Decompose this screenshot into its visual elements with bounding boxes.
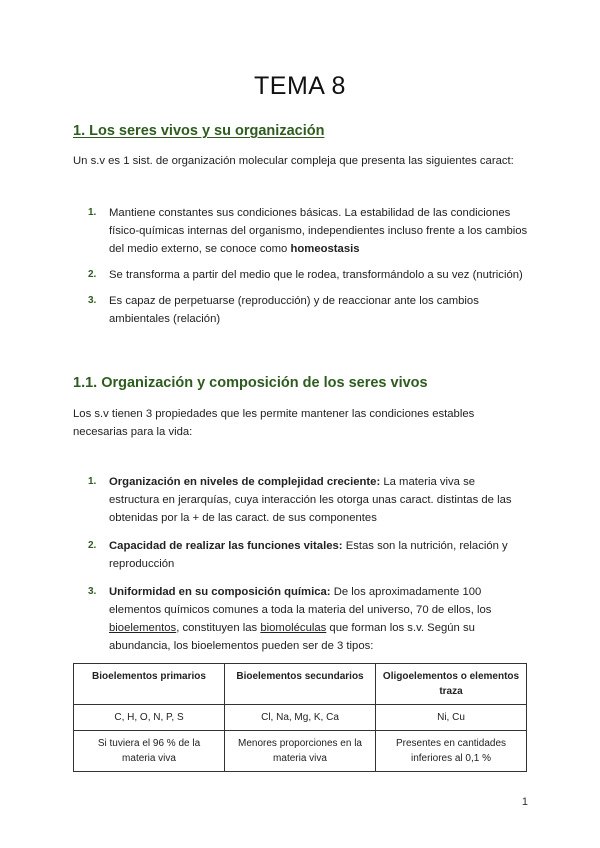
- table-cell: Cl, Na, Mg, K, Ca: [225, 705, 376, 731]
- bioelements-table: [73, 663, 527, 772]
- list-number: 1.: [88, 207, 97, 218]
- list-item-text: Mantiene constantes sus condiciones básicas. La estabilidad de las condiciones físico-químicas internas del organismo, independientes incluso frente a los cambios del medio externo, se conoce como: [109, 207, 528, 255]
- list-number: 2.: [88, 540, 97, 551]
- table-header-row: [74, 664, 527, 705]
- page-number: 1: [521, 796, 528, 808]
- list-number: 3.: [88, 295, 97, 306]
- table-cell: Ni, Cu: [376, 705, 527, 731]
- keyword-homeostasis: homeostasis: [290, 243, 360, 255]
- list-item-bold: Uniformidad en su composición química:: [109, 586, 331, 598]
- list-item-text: La materia viva se estructura en jerarquías, cuya interacción les otorga unas caract. distintas de las obtenidas por la + de las caract. de sus componentes: [109, 476, 512, 524]
- list-number: 2.: [88, 269, 97, 280]
- table-row: [74, 731, 527, 772]
- table-cell: Si tuviera el 96 % de la materia viva: [74, 731, 225, 772]
- list-item-text: Se transforma a partir del medio que le rodea, transformándolo a su vez (nutrición): [109, 269, 523, 281]
- page-title: TEMA 8: [254, 72, 346, 100]
- list-number: 3.: [88, 586, 97, 597]
- list-item: [88, 473, 528, 527]
- list-item-bold: Capacidad de realizar las funciones vitales:: [109, 540, 343, 552]
- section-heading-1-1: 1.1. Organización y composición de los seres vivos: [73, 375, 428, 391]
- list-item-text: De los aproximadamente 100 elementos químicos comunes a toda la materia del universo, 70 de ellos, los: [109, 586, 492, 616]
- section-2-list: [88, 473, 528, 655]
- list-item: [88, 266, 528, 284]
- table-cell: Presentes en cantidades inferiores al 0,1 %: [376, 731, 527, 772]
- table-row: [74, 705, 527, 731]
- list-item: [88, 583, 528, 655]
- list-item-text: Es capaz de perpetuarse (reproducción) y de reaccionar ante los cambios ambientales (relación): [109, 295, 479, 325]
- biomoleculas-link[interactable]: biomoléculas: [260, 622, 327, 634]
- list-item-text: que forman los s.v. Según su abundancia, los bioelementos pueden ser de 3 tipos:: [109, 622, 475, 652]
- list-item-bold: Organización en niveles de complejidad creciente:: [109, 476, 381, 488]
- table-header-cell: Bioelementos primarios: [74, 664, 225, 705]
- section-2-intro: Los s.v tienen 3 propiedades que les permite mantener las condiciones estables necesarias para la vida:: [73, 408, 475, 438]
- table-cell: C, H, O, N, P, S: [74, 705, 225, 731]
- section-1-list: [88, 204, 528, 328]
- list-number: 1.: [88, 476, 97, 487]
- list-item-text: Estas son la nutrición, relación y reproducción: [109, 540, 508, 570]
- table-cell: Menores proporciones en la materia viva: [225, 731, 376, 772]
- table-header-cell: Oligoelementos o elementos traza: [376, 664, 527, 705]
- section-heading-1: 1. Los seres vivos y su organización: [73, 123, 325, 139]
- bioelementos-link[interactable]: bioelementos: [109, 622, 177, 634]
- list-item-text: , constituyen las: [176, 622, 261, 634]
- list-item: [88, 537, 528, 573]
- list-item: [88, 292, 528, 328]
- list-item: [88, 204, 528, 258]
- table-header-cell: Bioelementos secundarios: [225, 664, 376, 705]
- section-1-intro: Un s.v es 1 sist. de organización molecular compleja que presenta las siguientes caract:: [73, 155, 514, 167]
